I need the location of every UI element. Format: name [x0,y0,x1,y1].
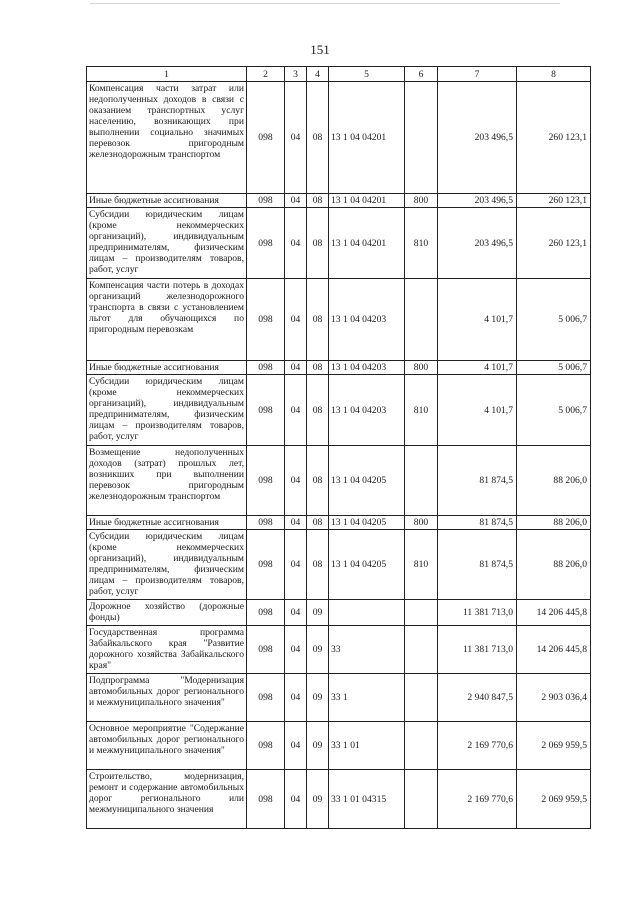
admin-code-cell: 098 [247,279,285,361]
amount-year1-cell: 2 169 770,6 [438,770,517,829]
target-article-cell: 13 1 04 04205 [329,530,405,600]
section-cell: 04 [285,600,307,626]
row-name-cell: Компенсация части затрат или недополученных доходов в связи с оказанием транспортных услуг населению, возникающих при выполнении социально значимых перевозок пригородным железнодорожным транспортом [87,82,247,194]
expense-type-cell: 800 [405,516,438,530]
page-number: 151 [310,42,330,57]
amount-year1-cell: 2 940 847,5 [438,674,517,722]
amount-year2-cell: 5 006,7 [517,279,591,361]
expense-type-cell: 800 [405,194,438,208]
expense-type-cell [405,82,438,194]
row-name-cell: Государственная программа Забайкальского края "Развитие дорожного хозяйства Забайкальского края" [87,626,247,674]
expense-type-cell: 810 [405,208,438,279]
header-cell: 4 [307,67,329,82]
section-cell: 04 [285,194,307,208]
table-row [87,600,591,626]
target-article-cell: 33 1 [329,674,405,722]
amount-year2-cell: 88 206,0 [517,530,591,600]
table-body [87,67,591,829]
target-article-cell: 13 1 04 04201 [329,82,405,194]
target-article-cell [329,600,405,626]
target-article-cell: 13 1 04 04205 [329,446,405,516]
admin-code-cell: 098 [247,722,285,770]
table-row [87,626,591,674]
header-cell: 5 [329,67,405,82]
header-cell: 1 [87,67,247,82]
target-article-cell: 13 1 04 04201 [329,208,405,279]
section-cell: 04 [285,279,307,361]
amount-year2-cell: 2 903 036,4 [517,674,591,722]
table-row [87,375,591,446]
expense-type-cell [405,279,438,361]
admin-code-cell: 098 [247,208,285,279]
amount-year2-cell: 5 006,7 [517,375,591,446]
amount-year2-cell: 5 006,7 [517,361,591,375]
table-row [87,279,591,361]
amount-year2-cell: 14 206 445,8 [517,626,591,674]
target-article-cell: 13 1 04 04203 [329,279,405,361]
scan-edge-line [90,3,560,4]
expense-type-cell [405,770,438,829]
admin-code-cell: 098 [247,530,285,600]
table-row [87,530,591,600]
admin-code-cell: 098 [247,375,285,446]
amount-year2-cell: 260 123,1 [517,194,591,208]
row-name-cell: Субсидии юридическим лицам (кроме некоммерческих организаций), индивидуальным предпринимателям, физическим лицам – производителям товаров, работ, услуг [87,375,247,446]
admin-code-cell: 098 [247,82,285,194]
row-name-cell: Строительство, модернизация, ремонт и содержание автомобильных дорог регионального или межмуниципального значения [87,770,247,829]
admin-code-cell: 098 [247,194,285,208]
row-name-cell: Субсидии юридическим лицам (кроме некоммерческих организаций), индивидуальным предпринимателям, физическим лицам – производителям товаров, работ, услуг [87,208,247,279]
subsection-cell: 08 [307,516,329,530]
expense-type-cell: 800 [405,361,438,375]
admin-code-cell: 098 [247,361,285,375]
row-name-cell: Компенсация части потерь в доходах организаций железнодорожного транспорта в связи с установлением льгот для обучающихся по пригородным перевозкам [87,279,247,361]
subsection-cell: 08 [307,208,329,279]
amount-year2-cell: 14 206 445,8 [517,600,591,626]
budget-table [86,66,591,829]
section-cell: 04 [285,375,307,446]
amount-year2-cell: 88 206,0 [517,516,591,530]
section-cell: 04 [285,516,307,530]
row-name-cell: Иные бюджетные ассигнования [87,194,247,208]
admin-code-cell: 098 [247,674,285,722]
row-name-cell: Иные бюджетные ассигнования [87,516,247,530]
amount-year1-cell: 2 169 770,6 [438,722,517,770]
header-cell: 7 [438,67,517,82]
subsection-cell: 09 [307,722,329,770]
header-cell: 8 [517,67,591,82]
header-cell: 6 [405,67,438,82]
subsection-cell: 09 [307,770,329,829]
admin-code-cell: 098 [247,516,285,530]
table-row [87,722,591,770]
amount-year1-cell: 4 101,7 [438,279,517,361]
subsection-cell: 09 [307,674,329,722]
amount-year1-cell: 81 874,5 [438,530,517,600]
amount-year1-cell: 11 381 713,0 [438,626,517,674]
table-row [87,208,591,279]
subsection-cell: 08 [307,375,329,446]
row-name-cell: Иные бюджетные ассигнования [87,361,247,375]
subsection-cell: 08 [307,530,329,600]
target-article-cell: 13 1 04 04203 [329,375,405,446]
table-row [87,82,591,194]
target-article-cell: 13 1 04 04201 [329,194,405,208]
section-cell: 04 [285,674,307,722]
subsection-cell: 09 [307,626,329,674]
admin-code-cell: 098 [247,770,285,829]
expense-type-cell [405,626,438,674]
amount-year1-cell: 4 101,7 [438,375,517,446]
section-cell: 04 [285,722,307,770]
target-article-cell: 33 1 01 [329,722,405,770]
row-name-cell: Основное мероприятие "Содержание автомобильных дорог регионального и межмуниципального значения" [87,722,247,770]
amount-year1-cell: 4 101,7 [438,361,517,375]
table-row [87,361,591,375]
row-name-cell: Возмещение недополученных доходов (затрат) прошлых лет, возникших при выполнении перевозок пригородным железнодорожным транспортом [87,446,247,516]
subsection-cell: 08 [307,446,329,516]
expense-type-cell: 810 [405,375,438,446]
expense-type-cell [405,722,438,770]
target-article-cell: 13 1 04 04203 [329,361,405,375]
expense-type-cell [405,674,438,722]
subsection-cell: 09 [307,600,329,626]
section-cell: 04 [285,208,307,279]
row-name-cell: Субсидии юридическим лицам (кроме некоммерческих организаций), индивидуальным предпринимателям, физическим лицам – производителям товаров, работ, услуг [87,530,247,600]
row-name-cell: Дорожное хозяйство (дорожные фонды) [87,600,247,626]
section-cell: 04 [285,770,307,829]
admin-code-cell: 098 [247,626,285,674]
subsection-cell: 08 [307,279,329,361]
amount-year2-cell: 2 069 959,5 [517,770,591,829]
amount-year1-cell: 203 496,5 [438,208,517,279]
subsection-cell: 08 [307,361,329,375]
target-article-cell: 33 1 01 04315 [329,770,405,829]
section-cell: 04 [285,446,307,516]
amount-year2-cell: 260 123,1 [517,208,591,279]
amount-year1-cell: 203 496,5 [438,82,517,194]
table-row [87,674,591,722]
amount-year1-cell: 81 874,5 [438,446,517,516]
subsection-cell: 08 [307,194,329,208]
amount-year1-cell: 11 381 713,0 [438,600,517,626]
amount-year2-cell: 2 069 959,5 [517,722,591,770]
table-row [87,194,591,208]
expense-type-cell [405,600,438,626]
section-cell: 04 [285,361,307,375]
admin-code-cell: 098 [247,446,285,516]
header-cell: 2 [247,67,285,82]
amount-year1-cell: 81 874,5 [438,516,517,530]
target-article-cell: 13 1 04 04205 [329,516,405,530]
section-cell: 04 [285,82,307,194]
admin-code-cell: 098 [247,600,285,626]
expense-type-cell [405,446,438,516]
table-row [87,770,591,829]
header-row [87,67,591,82]
amount-year2-cell: 260 123,1 [517,82,591,194]
header-cell: 3 [285,67,307,82]
expense-type-cell: 810 [405,530,438,600]
table-row [87,516,591,530]
section-cell: 04 [285,530,307,600]
row-name-cell: Подпрограмма "Модернизация автомобильных дорог регионального и межмуниципального значения" [87,674,247,722]
subsection-cell: 08 [307,82,329,194]
table-row [87,446,591,516]
target-article-cell: 33 [329,626,405,674]
amount-year2-cell: 88 206,0 [517,446,591,516]
section-cell: 04 [285,626,307,674]
amount-year1-cell: 203 496,5 [438,194,517,208]
